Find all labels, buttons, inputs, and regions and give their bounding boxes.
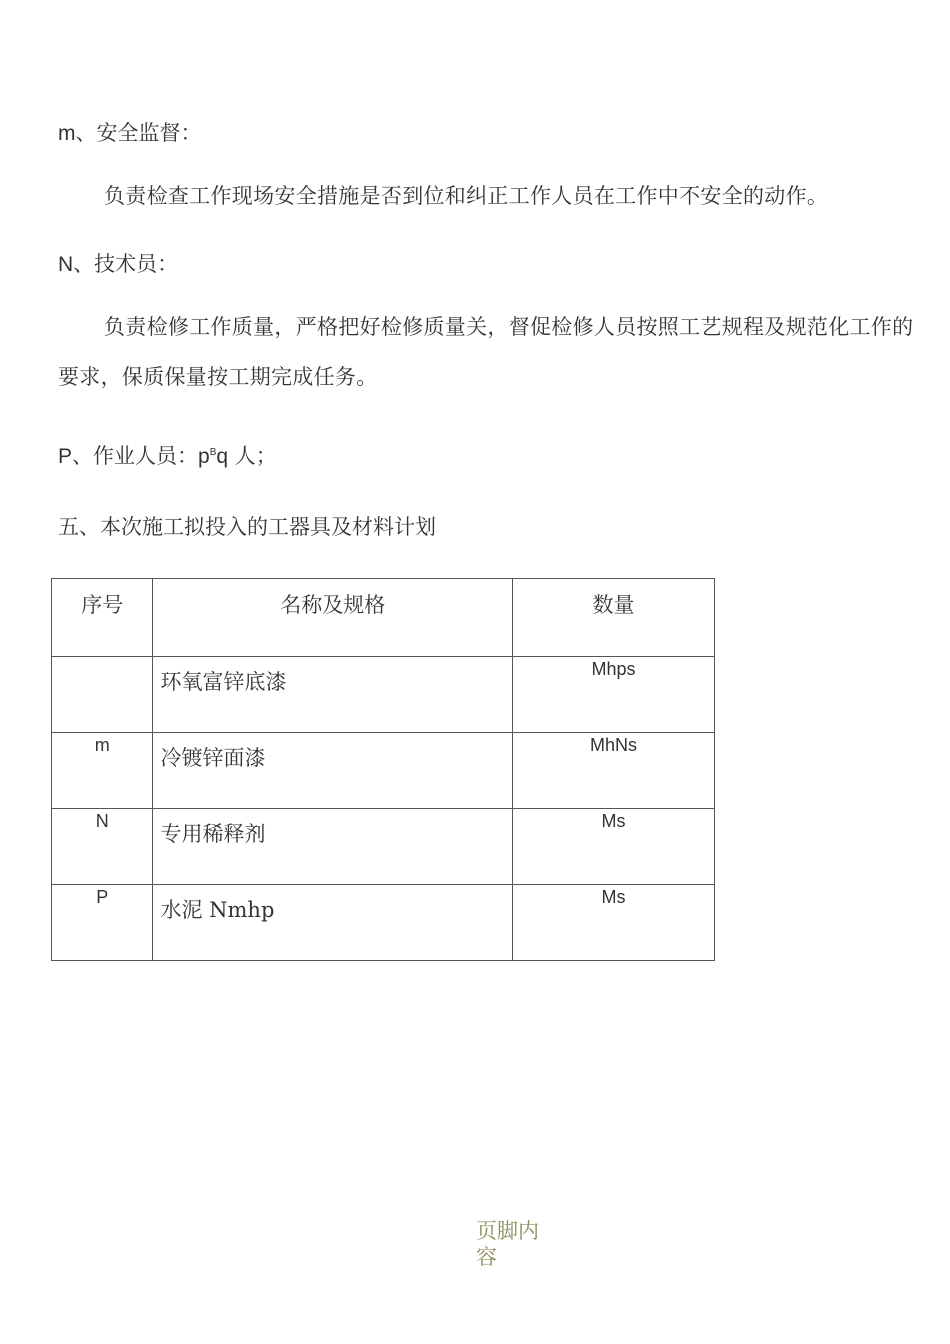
table-header-row — [52, 579, 715, 657]
tech-body: 负责检修工作质量，严格把好检修质量关，督促检修人员按照工艺规程及规范化工作的要求，保质保量按工期完成任务。 — [58, 315, 914, 389]
table-row — [52, 885, 715, 961]
workers-heading-prefix: P — [58, 445, 73, 468]
workers-unit: 人； — [228, 444, 277, 468]
workers-heading-text: 、作业人员： — [72, 444, 199, 468]
tech-heading-text: 、技术员： — [73, 252, 179, 276]
table-row — [52, 657, 715, 733]
header-qty: 数量 — [513, 579, 715, 657]
row-no: N — [52, 809, 153, 885]
row-name: 冷镀锌面漆 — [153, 733, 513, 809]
plan-title: 五、本次施工拟投入的工器具及材料计划 — [58, 515, 436, 539]
row-no: P — [52, 885, 153, 961]
row-name: 专用稀释剂 — [153, 809, 513, 885]
safety-body: 负责检查工作现场安全措施是否到位和纠正工作人员在工作中不安全的动作。 — [104, 184, 829, 208]
page-footer: 页脚内容 — [476, 1219, 539, 1269]
row-name: 环氧富锌底漆 — [153, 657, 513, 733]
header-name: 名称及规格 — [153, 579, 513, 657]
safety-heading-prefix: m — [58, 122, 76, 145]
row-qty: MhNs — [513, 733, 715, 809]
row-qty: Mhps — [513, 657, 715, 733]
row-no — [52, 657, 153, 733]
safety-heading-text: 、安全监督： — [75, 121, 202, 145]
tech-heading — [58, 250, 178, 279]
workers-count-suffix: q — [216, 445, 229, 468]
materials-table — [51, 578, 715, 961]
safety-heading — [58, 119, 202, 148]
workers-line — [58, 439, 277, 471]
row-name: 水泥 Nmhp — [153, 885, 513, 961]
table-row — [52, 809, 715, 885]
workers-count-sup: B — [209, 447, 217, 458]
row-qty: Ms — [513, 809, 715, 885]
header-no: 序号 — [52, 579, 153, 657]
row-qty: Ms — [513, 885, 715, 961]
tech-heading-prefix: N — [58, 253, 74, 276]
table-row — [52, 733, 715, 809]
workers-count-prefix: p — [198, 445, 210, 468]
row-no: m — [52, 733, 153, 809]
